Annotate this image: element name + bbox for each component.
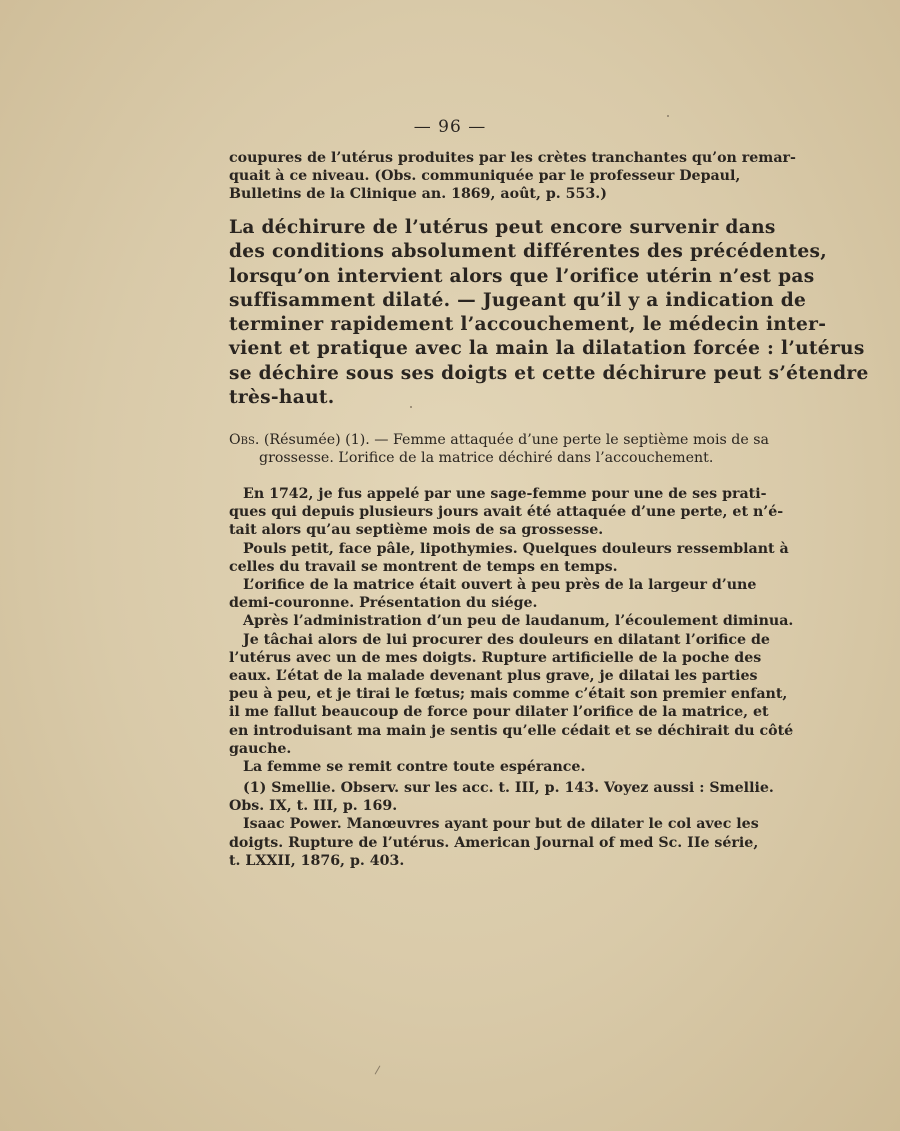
footnote (229, 779, 774, 870)
intro-paragraph (229, 149, 796, 204)
intro-line: Bulletins de la Clinique an. 1869, août, p. 553.) (229, 186, 607, 203)
observation-line: L’orifice de la matrice était ouvert à peu près de la largeur d’une (243, 577, 757, 594)
footnote-line: Obs. IX, t. III, p. 169. (229, 798, 398, 815)
footnote-line: doigts. Rupture de l’utérus. American Journal of med Sc. IIe série, (229, 834, 759, 851)
observation-line: celles du travail se montrent de temps en temps. (229, 558, 618, 575)
main-line: lorsqu’on intervient alors que l’orifice utérin n’est pas (229, 265, 815, 287)
observation-line: peu à peu, et je tirai le fœtus; mais comme c’était son premier enfant, (229, 686, 788, 703)
observation-line: tait alors qu’au septième mois de sa grossesse. (229, 522, 604, 539)
observation-line: En 1742, je fus appelé par une sage-femme pour une de ses prati- (243, 486, 767, 502)
observation-line: demi-couronne. Présentation du siége. (229, 595, 538, 612)
paper-speck (410, 406, 412, 408)
intro-line: coupures de l’utérus produites par les crètes tranchantes qu’on remar- (229, 150, 796, 166)
main-line: des conditions absolument différentes des précédentes, (229, 241, 828, 263)
observation-line: ques qui depuis plusieurs jours avait été attaquée d’une perte, et n’é- (229, 504, 784, 521)
observation-body (229, 485, 794, 776)
main-line: se déchire sous ses doigts et cette déchirure peut s’étendre (229, 362, 869, 384)
page-number: — 96 — (413, 117, 487, 137)
observation-line: en introduisant ma main je sentis qu’elle cédait et se déchirait du côté (229, 722, 794, 739)
observation-line: l’utérus avec un de mes doigts. Rupture artificielle de la poche des (229, 649, 762, 666)
observation-title-line (229, 431, 769, 449)
paper-speck (667, 115, 669, 117)
paper-speck (375, 1065, 381, 1074)
observation-line: Après l’administration d’un peu de laudanum, l’écoulement diminua. (243, 613, 794, 630)
observation-title (229, 431, 769, 467)
main-line: vient et pratique avec la main la dilatation forcée : l’utérus (229, 338, 865, 360)
main-line: suffisamment dilaté. — Jugeant qu’il y a indication de (229, 289, 807, 311)
observation-title-text: (Résumée) (1). — Femme attaquée d’une perte le septième mois de sa (263, 432, 769, 448)
footnote-line: (1) Smellie. Observ. sur les acc. t. III, p. 143. Voyez aussi : Smellie. (243, 780, 774, 796)
observation-line: La femme se remit contre toute espérance. (243, 759, 586, 776)
observation-title-line: grossesse. L’orifice de la matrice déchiré dans l’accouchement. (259, 450, 714, 467)
footnote-line: t. LXXII, 1876, p. 403. (229, 852, 405, 869)
main-line: terminer rapidement l’accouchement, le médecin inter- (229, 314, 827, 336)
observation-line: il me fallut beaucoup de force pour dilater l’orifice de la matrice, et (229, 704, 769, 721)
observation-line: eaux. L’état de la malade devenant plus grave, je dilatai les parties (229, 668, 758, 685)
observation-line: gauche. (229, 740, 292, 757)
observation-line: Je tâchai alors de lui procurer des douleurs en dilatant l’orifice de (243, 631, 770, 648)
observation-label: Obs. (229, 432, 260, 448)
main-line: La déchirure de l’utérus peut encore survenir dans (229, 217, 776, 238)
footnote-line: Isaac Power. Manœuvres ayant pour but de dilater le col avec les (243, 816, 759, 833)
intro-line: quait à ce niveau. (Obs. communiquée par le professeur Depaul, (229, 168, 741, 185)
main-line: très-haut. (229, 387, 335, 409)
main-paragraph (229, 216, 869, 410)
observation-line: Pouls petit, face pâle, lipothymies. Quelques douleurs ressemblant à (243, 540, 789, 557)
